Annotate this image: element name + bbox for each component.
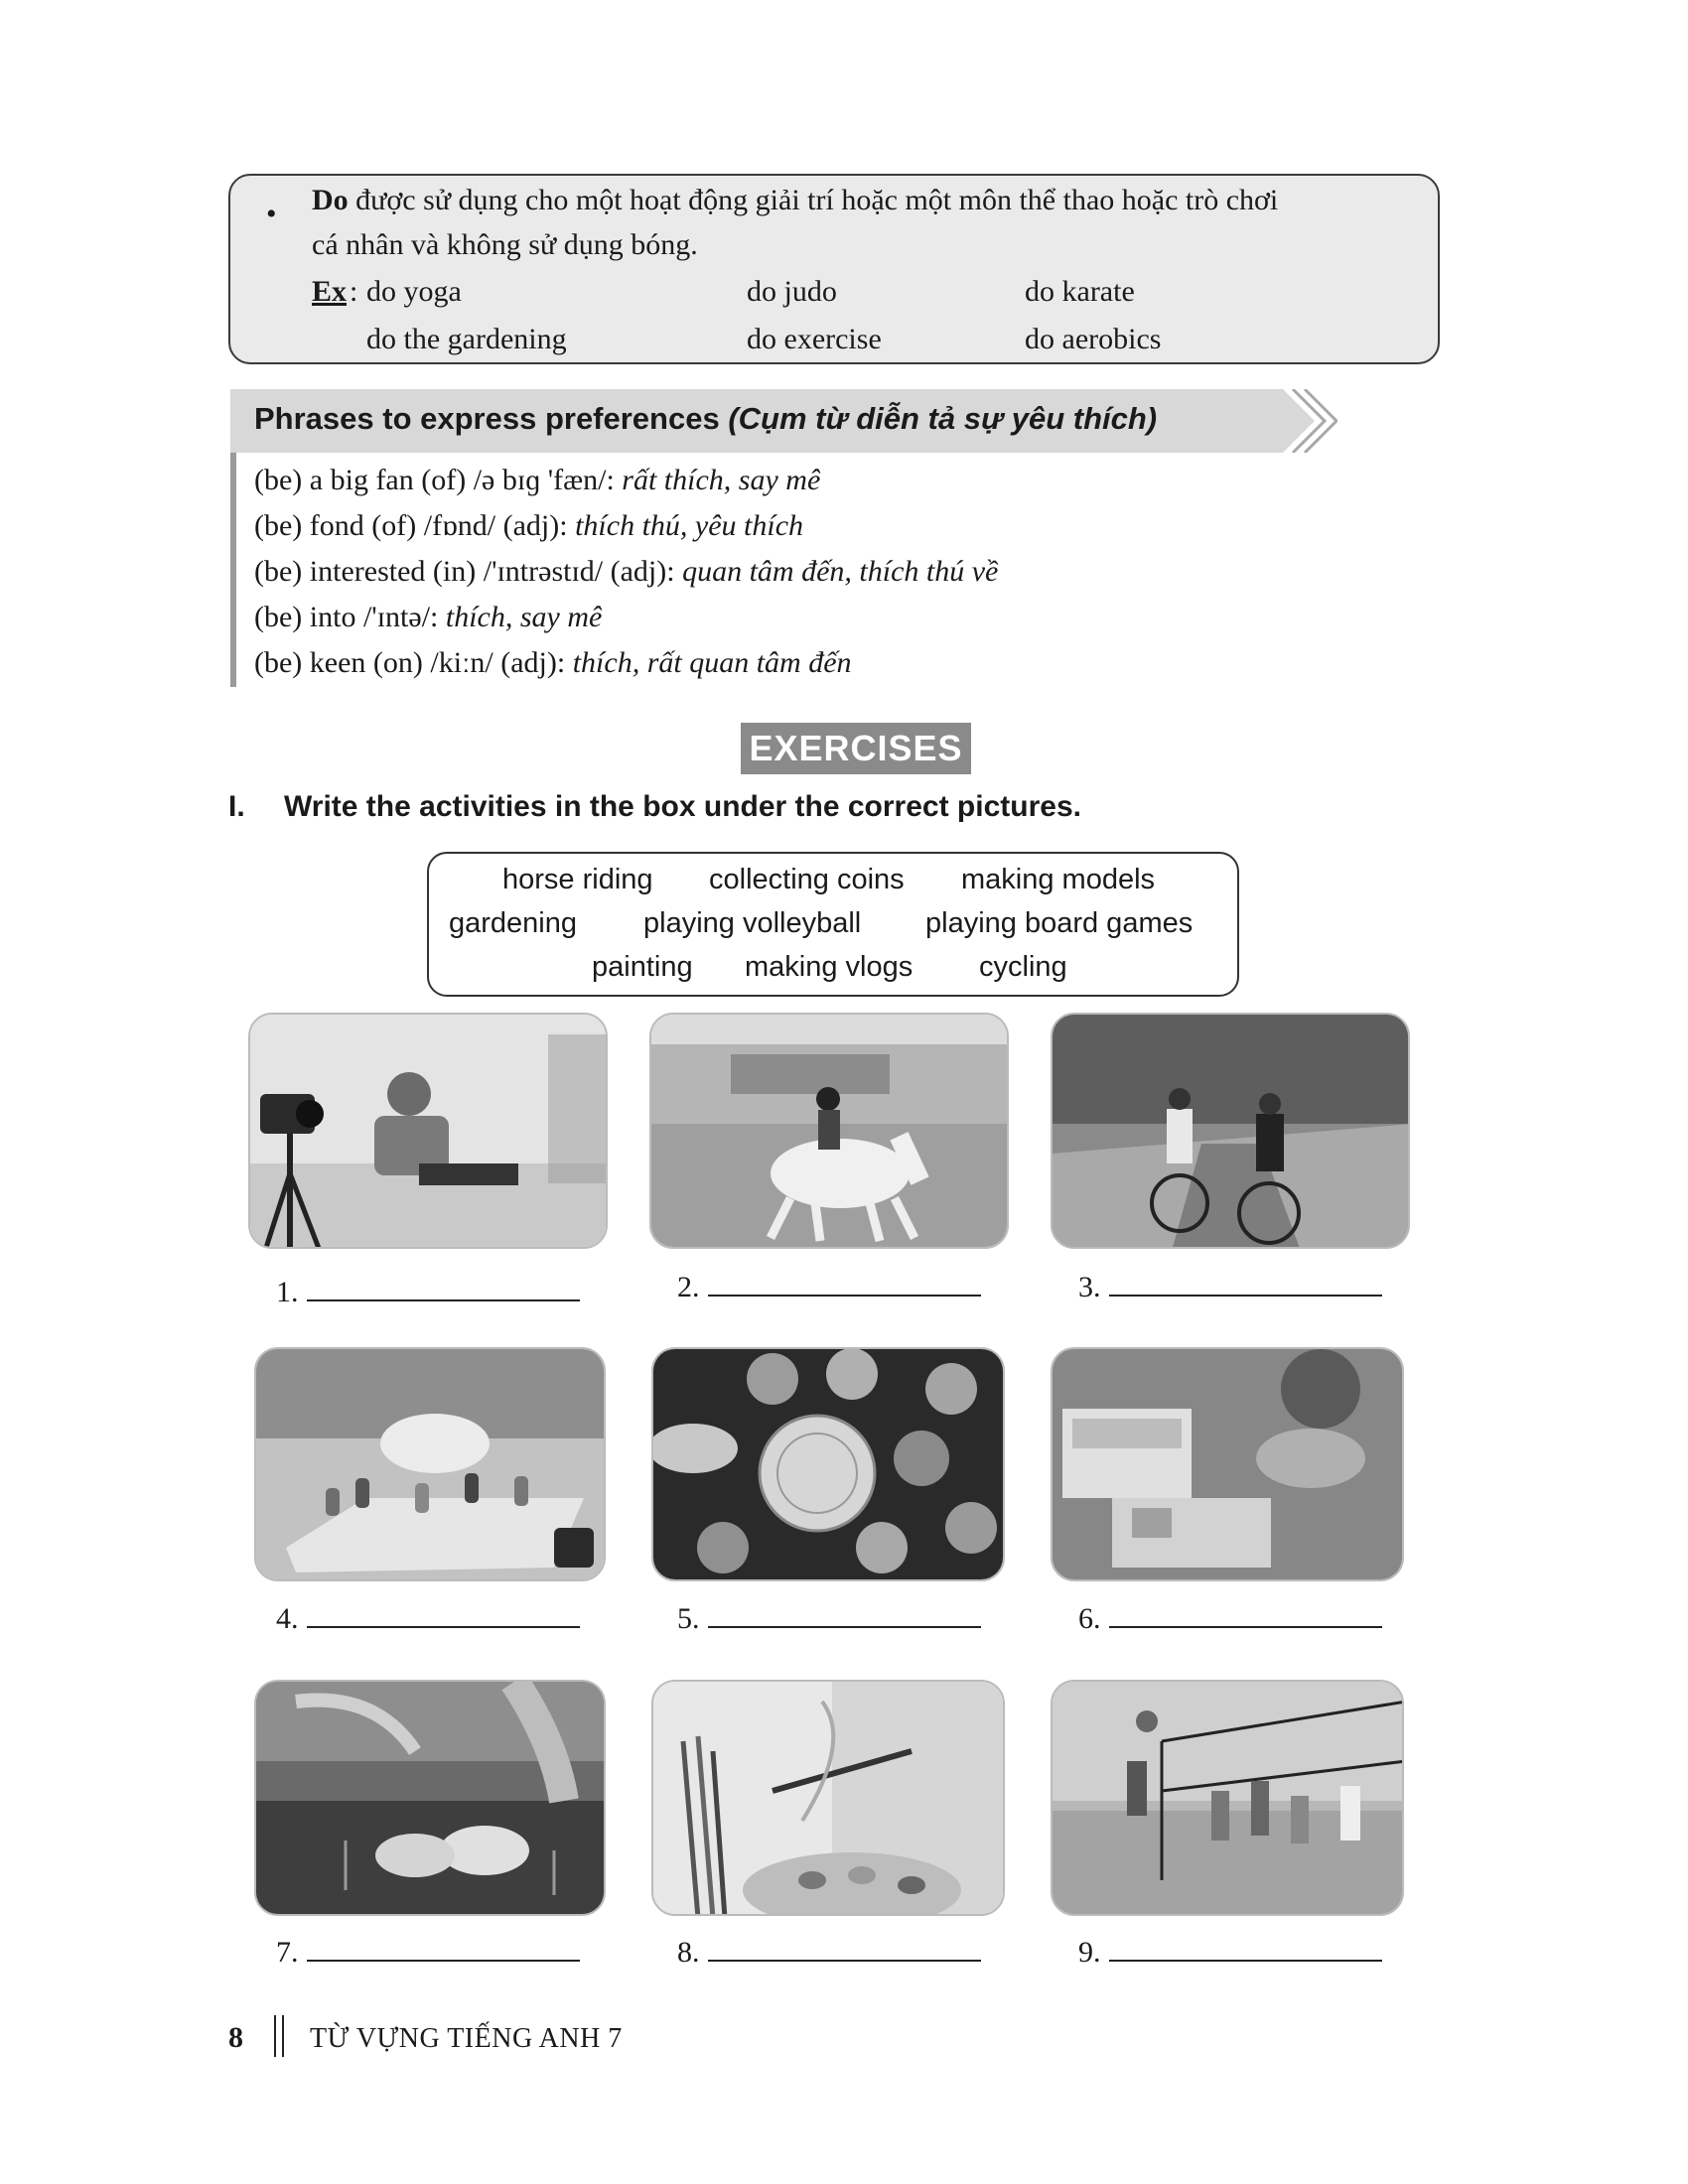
example-item: do the gardening (366, 323, 567, 355)
example-item: do judo (747, 275, 837, 308)
word-option: making models (961, 864, 1156, 895)
picture-number: 8. (677, 1936, 700, 1969)
phrases-title (254, 401, 1157, 437)
picture-volleyball (1051, 1680, 1404, 1916)
answer-line[interactable] (1109, 1600, 1382, 1628)
answer-line[interactable] (307, 1600, 580, 1628)
picture-painting (651, 1680, 1005, 1916)
task-number: I. (228, 790, 245, 823)
picture-number: 4. (276, 1602, 299, 1635)
answer-line[interactable] (708, 1269, 981, 1297)
example-item: do karate (1025, 275, 1135, 308)
answer-blank[interactable] (677, 1934, 981, 1970)
answer-blank[interactable] (1078, 1934, 1382, 1970)
bullet: • (266, 198, 277, 230)
phrase-item (254, 509, 803, 543)
picture-number: 3. (1078, 1271, 1101, 1303)
phrase-vi: rất thích, say mê (622, 464, 821, 496)
example-label: Ex (312, 275, 348, 308)
phrase-en: (be) keen (on) /kiːn/ (adj): (254, 646, 573, 679)
picture-number: 6. (1078, 1602, 1101, 1635)
answer-line[interactable] (307, 1274, 580, 1301)
picture-models (1051, 1347, 1404, 1581)
answer-blank[interactable] (677, 1269, 981, 1304)
answer-blank[interactable] (1078, 1600, 1382, 1636)
word-box (427, 852, 1239, 997)
phrase-en: (be) into /'ɪntə/: (254, 601, 446, 633)
picture-gardening (254, 1680, 606, 1916)
example-item: do yoga (366, 275, 462, 308)
answer-blank[interactable] (1078, 1269, 1382, 1304)
phrase-en: (be) fond (of) /fɒnd/ (adj): (254, 509, 576, 542)
phrase-en: (be) a big fan (of) /ə bɪɡ 'fæn/: (254, 464, 623, 496)
phrase-item (254, 555, 998, 589)
phrase-en: (be) interested (in) /'ɪntrəstɪd/ (adj): (254, 555, 683, 588)
phrases-title-en: Phrases to express preferences (254, 401, 729, 436)
word-option: gardening (449, 907, 577, 939)
example-item: do exercise (747, 323, 882, 355)
word-option: making vlogs (745, 951, 914, 983)
phrase-vi: thích, rất quan tâm đến (572, 646, 852, 679)
note-keyword: Do (312, 184, 349, 216)
phrase-item (254, 646, 852, 680)
word-option: playing volleyball (643, 907, 862, 939)
phrase-vi: thích thú, yêu thích (575, 509, 804, 542)
word-option: playing board games (925, 907, 1194, 939)
note-line-1-text: được sử dụng cho một hoạt động giải trí hoặc một môn thể thao hoặc trò chơi (348, 184, 1279, 216)
example-colon: : (350, 275, 358, 308)
book-title: TỪ VỰNG TIẾNG ANH 7 (310, 2023, 623, 2054)
phrases-title-vi: (Cụm từ diễn tả sự yêu thích) (728, 401, 1158, 436)
footer-separator (274, 2015, 284, 2057)
phrase-vi: thích, say mê (445, 601, 603, 633)
answer-blank[interactable] (276, 1600, 580, 1636)
word-option: collecting coins (709, 864, 905, 895)
answer-line[interactable] (1109, 1269, 1382, 1297)
picture-number: 7. (276, 1936, 299, 1969)
picture-horse-riding (649, 1013, 1009, 1249)
picture-board-game (254, 1347, 606, 1581)
page-number: 8 (228, 2021, 243, 2054)
phrases-header (230, 389, 1337, 453)
phrase-vi: quan tâm đến, thích thú về (682, 555, 999, 588)
picture-number: 9. (1078, 1936, 1101, 1969)
picture-cycling (1051, 1013, 1410, 1249)
picture-number: 5. (677, 1602, 700, 1635)
answer-blank[interactable] (276, 1934, 580, 1970)
phrase-item (254, 464, 820, 497)
answer-line[interactable] (307, 1934, 580, 1962)
answer-line[interactable] (708, 1600, 981, 1628)
answer-line[interactable] (708, 1934, 981, 1962)
picture-number: 1. (276, 1276, 299, 1308)
picture-vlogging (248, 1013, 608, 1249)
answer-blank[interactable] (677, 1600, 981, 1636)
phrase-item (254, 601, 602, 634)
note-line-1 (312, 184, 1278, 217)
example-item: do aerobics (1025, 323, 1162, 355)
task-instruction: Write the activities in the box under the correct pictures. (284, 790, 1081, 823)
word-option: cycling (979, 951, 1067, 983)
picture-number: 2. (677, 1271, 700, 1303)
picture-coins (651, 1347, 1005, 1581)
answer-line[interactable] (1109, 1934, 1382, 1962)
note-line-2: cá nhân và không sử dụng bóng. (312, 228, 698, 261)
word-option: painting (592, 951, 693, 983)
exercises-banner: EXERCISES (741, 723, 971, 774)
note-box (228, 174, 1440, 364)
answer-blank[interactable] (276, 1274, 580, 1309)
word-option: horse riding (502, 864, 653, 895)
